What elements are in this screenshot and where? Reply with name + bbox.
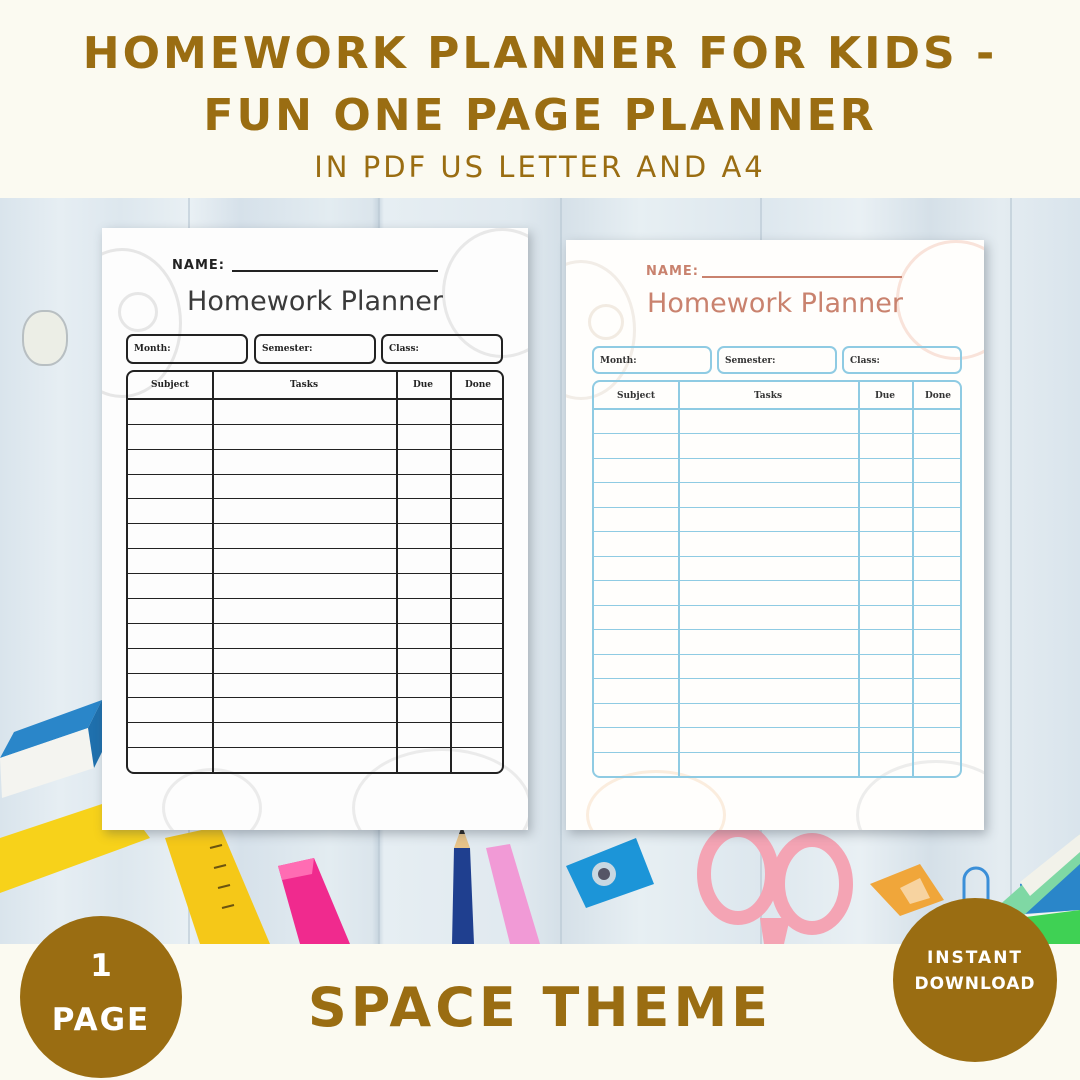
homework-table bbox=[126, 370, 504, 774]
page-count-badge bbox=[20, 916, 182, 1078]
class-label: Class: bbox=[850, 356, 880, 366]
table-row-line bbox=[594, 458, 960, 459]
header-divider bbox=[594, 408, 962, 410]
table-row-line bbox=[594, 654, 960, 655]
theme-title: SPACE THEME bbox=[307, 976, 773, 1039]
column-header-due: Due bbox=[874, 391, 896, 401]
eraser-icon bbox=[0, 700, 104, 798]
sharpener-icon bbox=[566, 838, 654, 908]
instant-download-badge bbox=[893, 898, 1057, 1062]
table-row-line bbox=[128, 573, 502, 574]
pencil-icon bbox=[452, 826, 474, 944]
column-header-due: Due bbox=[412, 380, 434, 390]
table-row-line bbox=[128, 747, 502, 748]
table-row-line bbox=[128, 623, 502, 624]
table-row-line bbox=[128, 548, 502, 549]
column-header-done: Done bbox=[464, 380, 492, 390]
table-row-line bbox=[594, 727, 960, 728]
table-row-line bbox=[128, 424, 502, 425]
header-divider bbox=[128, 398, 504, 400]
table-row-line bbox=[594, 482, 960, 483]
semester-label: Semester: bbox=[725, 356, 776, 366]
homework-table bbox=[592, 380, 962, 778]
name-label: NAME: bbox=[646, 264, 699, 279]
stars-decoration bbox=[586, 770, 726, 830]
month-label: Month: bbox=[600, 356, 637, 366]
table-row-line bbox=[128, 498, 502, 499]
month-label: Month: bbox=[134, 344, 171, 354]
name-underline[interactable] bbox=[232, 270, 438, 272]
page-count-number: 1 bbox=[90, 948, 112, 984]
class-field[interactable] bbox=[842, 346, 962, 374]
name-underline[interactable] bbox=[702, 276, 902, 278]
table-row-line bbox=[128, 523, 502, 524]
planner-page-color bbox=[566, 240, 984, 830]
table-row-line bbox=[128, 722, 502, 723]
download-label: DOWNLOAD bbox=[914, 974, 1036, 994]
planner-title: Homework Planner bbox=[187, 286, 443, 317]
column-header-subject: Subject bbox=[151, 380, 189, 390]
table-row-line bbox=[128, 598, 502, 599]
semester-field[interactable] bbox=[717, 346, 837, 374]
table-row-line bbox=[128, 474, 502, 475]
table-row-line bbox=[594, 433, 960, 434]
column-header-subject: Subject bbox=[617, 391, 655, 401]
table-row-line bbox=[128, 673, 502, 674]
table-row-line bbox=[594, 531, 960, 532]
table-row-line bbox=[594, 507, 960, 508]
stars-decoration bbox=[162, 768, 262, 830]
column-header-tasks: Tasks bbox=[289, 380, 319, 390]
month-field[interactable] bbox=[126, 334, 248, 364]
table-row-line bbox=[128, 449, 502, 450]
instant-label: INSTANT bbox=[926, 948, 1024, 968]
table-row-line bbox=[128, 648, 502, 649]
headline-line-1: HOMEWORK PLANNER FOR KIDS - bbox=[82, 28, 998, 79]
table-row-line bbox=[128, 697, 502, 698]
table-row-line bbox=[594, 703, 960, 704]
scissors-icon bbox=[704, 830, 846, 944]
planner-title: Homework Planner bbox=[647, 288, 903, 319]
table-row-line bbox=[594, 605, 960, 606]
headline-line-2: FUN ONE PAGE PLANNER bbox=[203, 90, 877, 141]
semester-label: Semester: bbox=[262, 344, 313, 354]
chalk-icon bbox=[486, 844, 540, 944]
name-label: NAME: bbox=[172, 258, 225, 273]
column-header-done: Done bbox=[924, 391, 952, 401]
page-count-label: PAGE bbox=[51, 1002, 151, 1038]
table-row-line bbox=[594, 629, 960, 630]
semester-field[interactable] bbox=[254, 334, 376, 364]
column-header-tasks: Tasks bbox=[753, 391, 783, 401]
table-row-line bbox=[594, 752, 960, 753]
table-row-line bbox=[594, 580, 960, 581]
table-row-line bbox=[594, 556, 960, 557]
flower-decoration bbox=[22, 310, 68, 366]
class-field[interactable] bbox=[381, 334, 503, 364]
highlighter-icon bbox=[278, 858, 350, 944]
planner-page-black bbox=[102, 228, 528, 830]
class-label: Class: bbox=[389, 344, 419, 354]
header-banner bbox=[0, 0, 1080, 198]
month-field[interactable] bbox=[592, 346, 712, 374]
format-subtitle: IN PDF US LETTER AND A4 bbox=[314, 150, 766, 184]
table-row-line bbox=[594, 678, 960, 679]
